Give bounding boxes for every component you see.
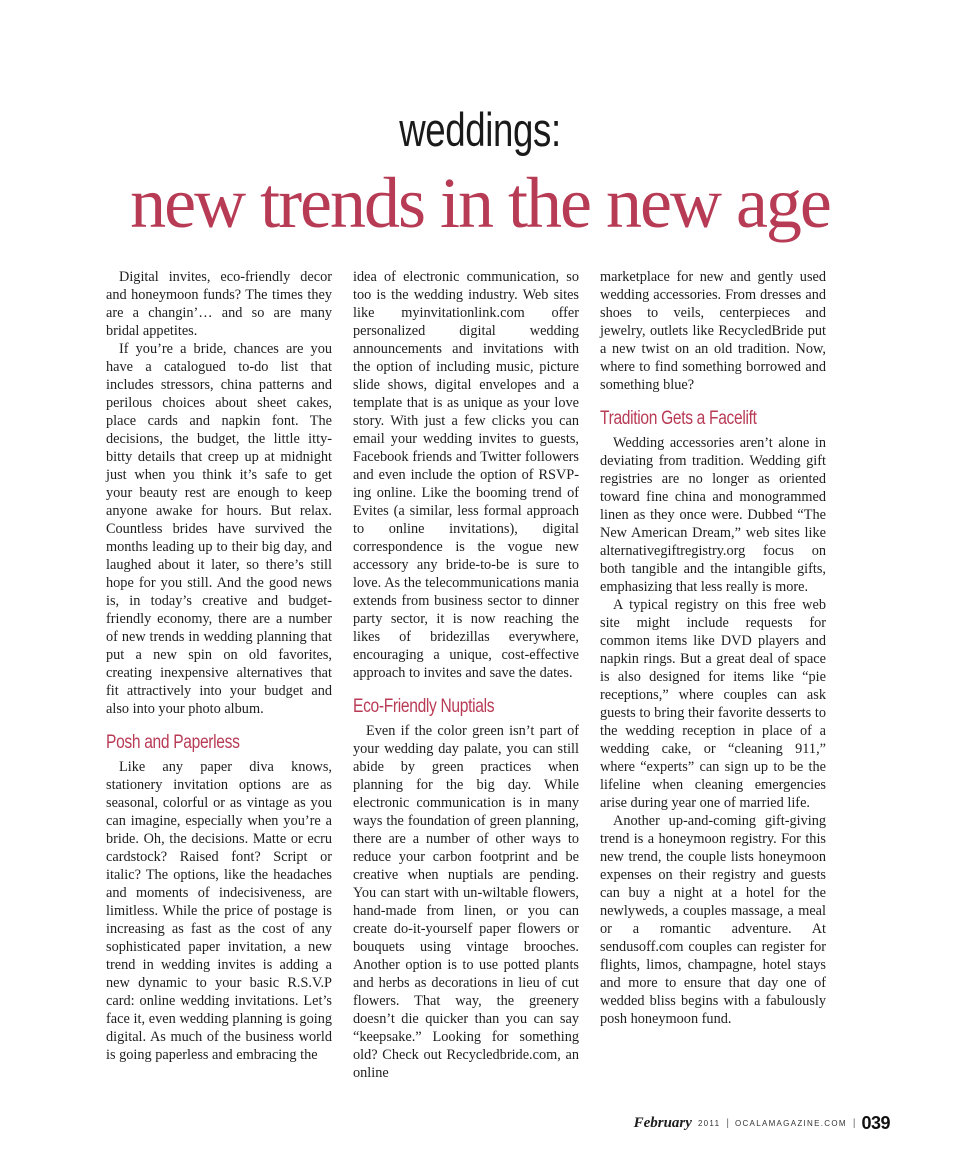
body-paragraph: Another up-and-coming gift-giving trend is a honeymoon registry. For this new trend, the couple lists honeymoon expenses on their registry and guests can buy a night at a hotel for the newlyweds, a couples massage, a meal or a romantic adventure. At sendusoff.com couples can register for flights, limos, champagne, hotel stays and more to ensure that day one of wedded bliss begins with a fabulously posh honeymoon fund. [600,813,826,1027]
subheading-tradition-gets-a-facelift: Tradition Gets a Facelift [600,408,757,429]
subheading-eco-friendly-nuptials: Eco-Friendly Nuptials [353,696,495,717]
body-paragraph: Digital invites, eco-friendly decor and honeymoon funds? The times they are a changin’… and so are many bridal appetites. [106,269,332,339]
folio-site: OCALAMAGAZINE.COM [734,1119,847,1128]
folio-separator: | [852,1118,856,1129]
article-column-2 [353,268,579,1082]
subheading-posh-and-paperless: Posh and Paperless [106,732,240,753]
body-paragraph: A typical registry on this free web site might include requests for common items like DVD players and napkin rings. But a great deal of space is also designed for items like “pie receptions,” where couples can ask guests to bring their favorite desserts to the wedding reception in place of a wedding cake, or “cleaning 911,” where “experts” can sign up to be the lifeline when cleaning emergencies arise during year one of married life. [600,597,826,811]
page-number: 039 [861,1113,890,1133]
body-paragraph: Like any paper diva knows, stationery invitation options are as seasonal, colorful or as vintage as you can imagine, especially when you’re a bride. Oh, the decisions. Matte or ecru cardstock? Raised font? Script or italic? The options, like the headaches and moments of indecisiveness, are limitless. While the price of postage is increasing as fast as the cost of any sophisticated paper invitation, a new trend in wedding invites is adding a new dynamic to your basic R.S.V.P card: online wedding invitations. Let’s face it, even wedding planning is going digital. As much of the business world is going paperless and embracing the [106,759,332,1063]
article-column-1 [106,268,332,1064]
article-headline: new trends in the new age [130,163,830,243]
body-paragraph: Wedding accessories aren’t alone in deviating from tradition. Wedding gift registries are no longer as oriented toward fine china and monogrammed linen as they once were. Dubbed “The New American Dream,” web sites like alternativegiftregistry.org focus on both tangible and the intangible gifts, emphasizing that less really is more. [600,435,826,595]
body-paragraph: Even if the color green isn’t part of your wedding day palate, you can still abide by green practices when planning for the big day. While electronic communication is in many ways the foundation of green planning, there are a number of other ways to reduce your carbon footprint and be creative when nuptials are pending. You can start with un-wiltable flowers, hand-made from linen, or you can create do-it-yourself paper flowers or bouquets using vintage brooches. Another option is to use potted plants and herbs as decorations in lieu of cut flowers. That way, the greenery doesn’t die quicker than you can say “keepsake.” Looking for something old? Check out Recycledbride.com, an online [353,723,579,1081]
body-paragraph: idea of electronic communication, so too is the wedding industry. Web sites like myinvitationlink.com offer personalized digital wedding announcements and invitations with the option of including music, picture slide shows, digital envelopes and a template that is as unique as your love story. With just a few clicks you can email your wedding invites to guests, Facebook friends and Twitter followers and even include the option of RSVP-ing online. Like the booming trend of Evites (a similar, less formal approach to online invitations), digital correspondence is the vogue new accessory any bride-to-be is sure to love. As the telecommunications mania extends from business sector to dinner party sector, it is now reaching the likes of bridezillas everywhere, encouraging a unique, cost-effective approach to invites and save the dates. [353,269,579,681]
folio-separator: | [726,1118,729,1129]
article-column-3 [600,268,826,1028]
page-folio [634,1113,890,1134]
section-kicker: weddings: [399,103,561,156]
folio-year: 2011 [697,1119,721,1128]
body-paragraph: If you’re a bride, chances are you have a catalogued to-do list that includes stressors, china patterns and perilous choices about sheet cakes, place cards and napkin font. The decisions, the budget, the little itty-bitty details that creep up at midnight just when you think it’s safe to get your beauty rest are enough to keep anyone awake for hours. But relax. Countless brides have survived the months leading up to their big day, and laughed about it later, so there’s still hope for you still. And the good news is, in today’s creative and budget-friendly economy, there are a number of new trends in wedding planning that put a new spin on old favorites, creating inexpensive alternatives that fit attractively into your budget and also into your photo album. [106,341,332,717]
folio-month: February [633,1115,692,1131]
body-paragraph: marketplace for new and gently used wedding accessories. From dresses and shoes to veils, centerpieces and jewelry, outlets like RecycledBride put a new twist on an old tradition. Now, where to find something borrowed and something blue? [600,269,826,393]
